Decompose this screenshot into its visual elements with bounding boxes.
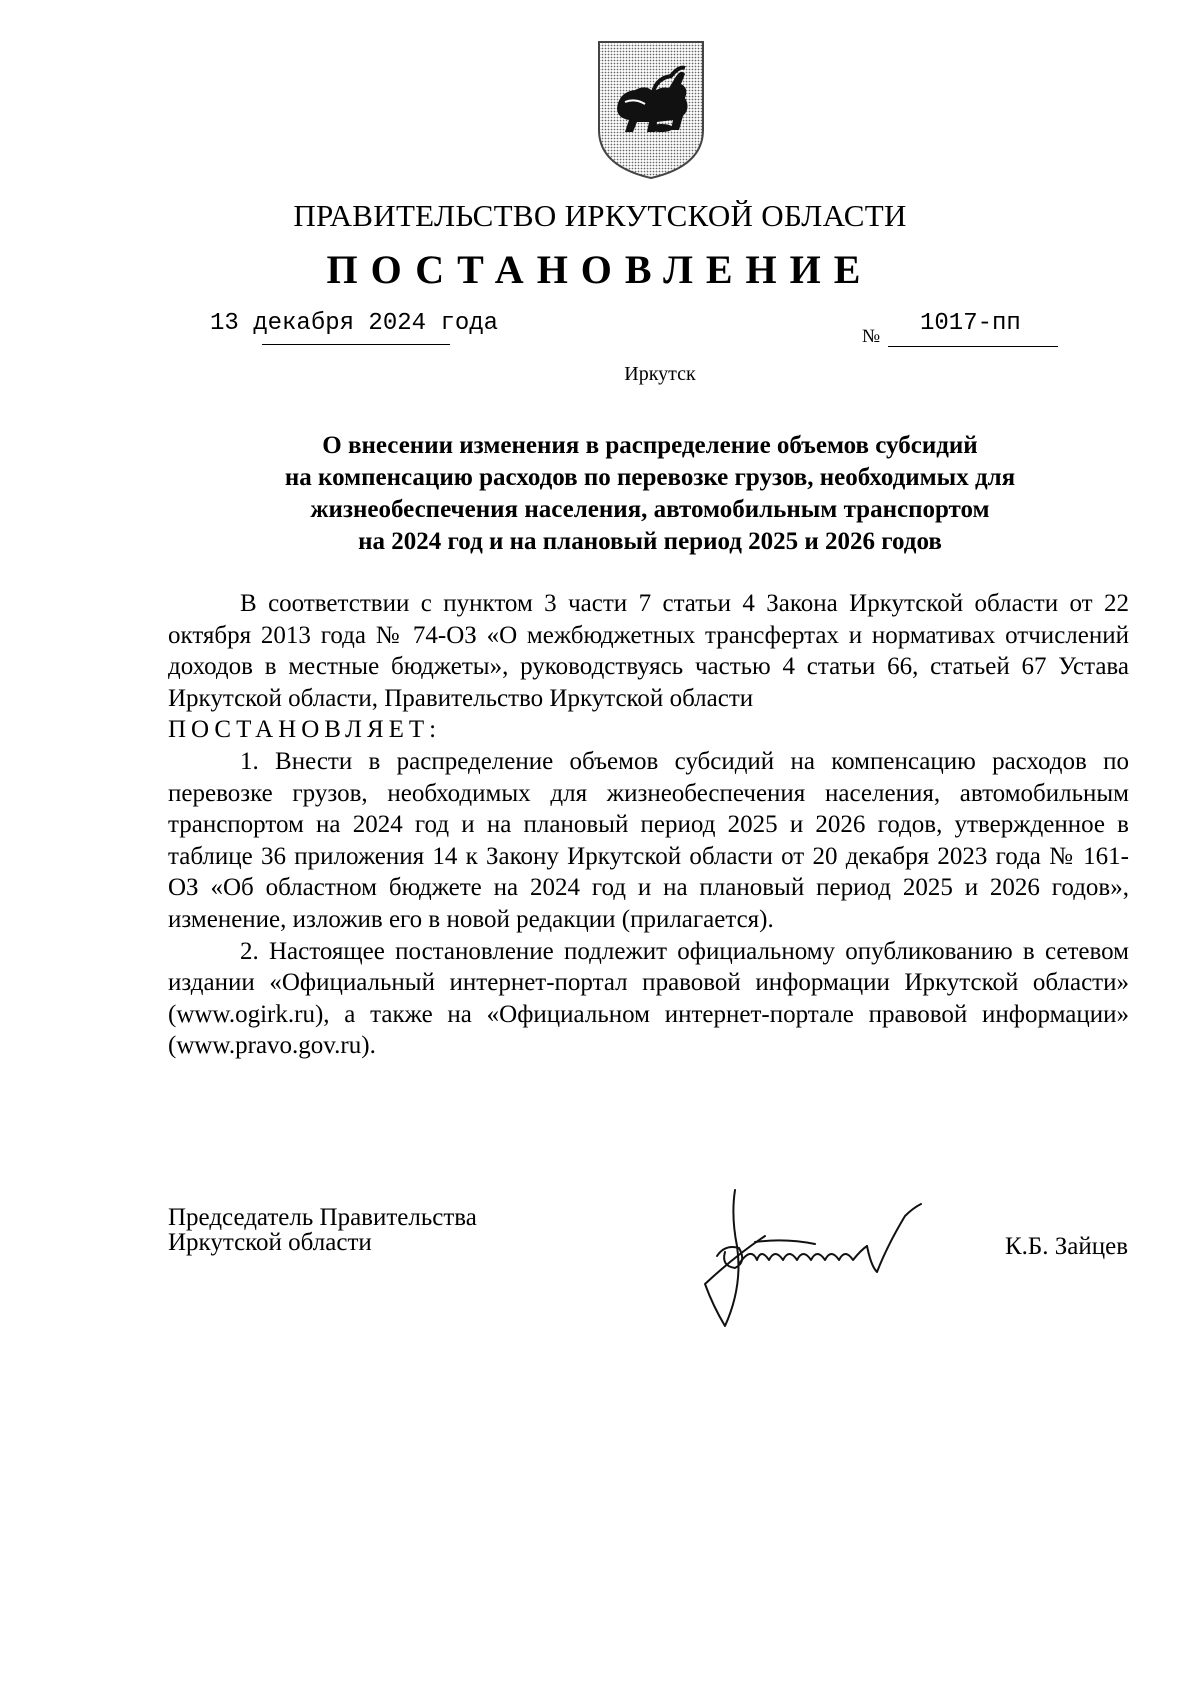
document-subject — [200, 430, 1100, 558]
signatory-position — [168, 1205, 477, 1255]
document-number: 1017-пп — [920, 310, 1021, 337]
number-sign: № — [862, 326, 881, 347]
preamble-paragraph: В соответствии с пунктом 3 части 7 статьи 4 Закона Иркутской области от 22 октября 2013 года № 74-ОЗ «О межбюджетных трансфертах и нормативах отчислений доходов в местные бюджеты», руководствуясь частью 4 статьи 66, статьей 67 Устава Иркутской области, Правительство Иркутской области — [168, 590, 1129, 712]
government-title: ПРАВИТЕЛЬСТВО ИРКУТСКОЙ ОБЛАСТИ — [293, 198, 907, 233]
subject-line: жизнеобеспечения населения, автомобильным транспортом — [310, 496, 990, 523]
number-underline — [888, 346, 1058, 347]
decree-word: ПОСТАНОВЛЯЕТ: — [168, 716, 442, 744]
item-1-paragraph: 1. Внести в распределение объемов субсидий на компенсацию расходов по перевозке грузов, необходимых для жизнеобеспечения населения, автомобильным транспортом на 2024 год и на плановый период 2025 и 2026 годов, утвержденное в таблице 36 приложения 14 к Закону Иркутской области от 20 декабря 2023 года № 161-ОЗ «Об областном бюджете на 2024 год и на плановый период 2025 и 2026 годов», изменение, изложив его в новой редакции (прилагается). — [168, 747, 1129, 933]
subject-line: О внесении изменения в распределение объемов субсидий — [322, 432, 978, 459]
handwritten-signature-icon — [695, 1186, 955, 1331]
coat-of-arms-icon — [595, 38, 707, 180]
subject-line: на 2024 год и на плановый период 2025 и 2026 годов — [358, 528, 942, 555]
city-name: Иркутск — [624, 363, 696, 385]
signatory-position-line: Председатель Правительства — [168, 1204, 477, 1231]
signatory-position-line: Иркутской области — [168, 1229, 372, 1256]
subject-line: на компенсацию расходов по перевозке грузов, необходимых для — [284, 464, 1016, 491]
document-date: 13 декабря 2024 года — [210, 310, 499, 337]
signatory-name: К.Б. Зайцев — [1004, 1233, 1128, 1260]
date-underline — [262, 344, 450, 345]
item-2-paragraph: 2. Настоящее постановление подлежит официальному опубликованию в сетевом издании «Официальный интернет-портал правовой информации Иркутской области» (www.ogirk.ru), а также на «Официальном интернет-портале правовой информации» (www.pravo.gov.ru). — [168, 937, 1129, 1060]
document-body — [168, 588, 1129, 1062]
document-type: ПОСТАНОВЛЕНИЕ — [326, 247, 874, 292]
